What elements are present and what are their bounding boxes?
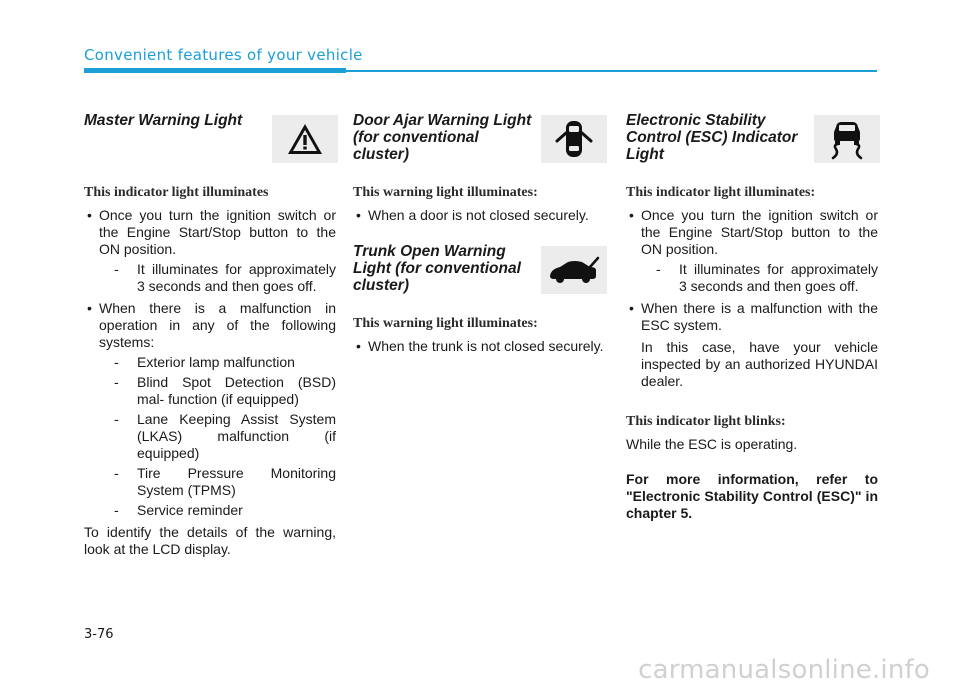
subheading: This indicator light blinks:: [626, 414, 786, 429]
list-item: • When a door is not closed securely.: [353, 207, 605, 224]
sub-item: [114, 411, 336, 462]
more-info-text: For more information, refer to "Electronic Stability Control (ESC)" in chapter 5.: [626, 471, 878, 521]
dash-mark: -: [114, 502, 119, 518]
header-bar: [84, 68, 346, 73]
section-heading: [626, 112, 878, 164]
list-item: [626, 207, 878, 295]
sub-item: [114, 502, 336, 519]
list-item: [84, 207, 336, 295]
section-title: Door Ajar Warning Light (for conventional cluster): [353, 112, 532, 163]
door-ajar-icon: [541, 115, 607, 163]
sub-item-text: Tire Pressure Monitoring System (TPMS): [137, 465, 336, 498]
esc-section: [626, 110, 878, 522]
bullet-list: [84, 207, 336, 519]
sub-item-text: Lane Keeping Assist System (LKAS) malfunction (if equipped): [137, 411, 336, 461]
blink-text: While the ESC is operating.: [626, 436, 798, 452]
list-item: • When the trunk is not closed securely.: [353, 338, 605, 355]
section-title: Trunk Open Warning Light (for conventional cluster): [353, 243, 521, 294]
list-item-text: Once you turn the ignition switch or the Engine Start/Stop button to the ON position.: [99, 207, 336, 257]
dash-mark: -: [114, 374, 119, 390]
header-rule: [346, 70, 877, 72]
sub-item-text: It illuminates for approximately 3 seconds and then goes off.: [137, 261, 336, 294]
list-item-text: When there is a malfunction in operation in any of the following systems:: [99, 300, 336, 350]
section-heading: [353, 243, 605, 295]
list-item-text: When there is a malfunction with the ESC system.: [641, 300, 878, 333]
dash-mark: -: [114, 465, 119, 481]
sub-item-text: Service reminder: [137, 502, 243, 518]
section-heading: [353, 112, 605, 164]
section-heading: [84, 112, 336, 164]
sub-item: [114, 374, 336, 408]
esc-skid-icon: [814, 115, 880, 163]
list-item: [84, 300, 336, 519]
subheading: This indicator light illuminates:: [626, 185, 816, 200]
bullet-list: [353, 207, 605, 224]
dash-mark: -: [656, 261, 661, 277]
dash-mark: -: [114, 261, 119, 277]
sub-item-text: Exterior lamp malfunction: [137, 354, 295, 370]
page-number: 3-76: [84, 627, 114, 642]
list-item-text: Once you turn the ignition switch or the Engine Start/Stop button to the ON position.: [641, 207, 878, 257]
trunk-open-icon: [541, 246, 607, 294]
list-item-note: In this case, have your vehicle inspected by an authorized HYUNDAI dealer.: [641, 339, 878, 389]
section-header-title: Convenient features of your vehicle: [84, 46, 363, 64]
master-warning-section: [84, 110, 336, 558]
subheading: This indicator light illuminates: [84, 185, 269, 200]
dash-mark: -: [114, 411, 119, 427]
footer-text: To identify the details of the warning, look at the LCD display.: [84, 524, 336, 557]
bullet-list: [353, 338, 605, 355]
sub-item-text: Blind Spot Detection (BSD) mal- function (if equipped): [137, 374, 336, 407]
sub-item: [114, 465, 336, 499]
sub-item-text: It illuminates for approximately 3 seconds and then goes off.: [679, 261, 878, 294]
subheading: This warning light illuminates:: [353, 185, 538, 200]
watermark: carmanualsonline.info: [638, 655, 930, 685]
section-title: Electronic Stability Control (ESC) Indicator Light: [626, 112, 798, 163]
door-trunk-section: [353, 110, 605, 360]
list-item: [626, 300, 878, 390]
section-title: Master Warning Light: [84, 112, 243, 129]
subheading: This warning light illuminates:: [353, 316, 538, 331]
sub-item: [114, 354, 336, 371]
sub-item: [656, 261, 878, 295]
sub-item: [114, 261, 336, 295]
warning-triangle-icon: [272, 115, 338, 163]
bullet-list: [626, 207, 878, 390]
dash-mark: -: [114, 354, 119, 370]
